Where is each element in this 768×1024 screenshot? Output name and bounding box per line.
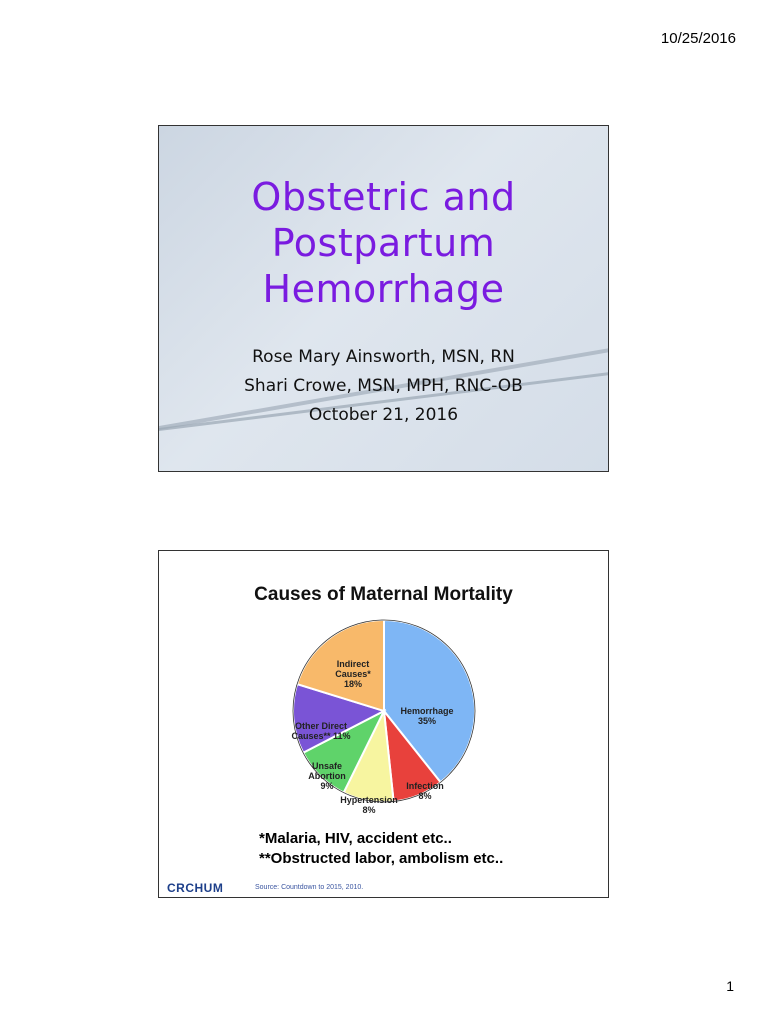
presentation-date: October 21, 2016 [308, 405, 459, 425]
page-date: 10/25/2016 [660, 30, 736, 47]
slide-title-line: Hemorrhage [262, 267, 505, 311]
slide-title-line: Postpartum [271, 221, 496, 265]
footnote-line: **Obstructed labor, ambolism etc.. [259, 850, 504, 867]
author-line: Rose Mary Ainsworth, MSN, RN [252, 347, 515, 367]
chart-footnotes [259, 829, 503, 869]
crchum-logo: CRCHUM [167, 881, 224, 895]
page-number: 1 [726, 978, 734, 994]
pie-label: Infection 8% [406, 781, 444, 801]
pie-label: Hypertension 8% [340, 795, 398, 815]
chart-slide [158, 550, 609, 898]
pie-label: Hemorrhage 35% [400, 706, 454, 726]
author-line: Shari Crowe, MSN, MPH, RNC-OB [244, 376, 523, 396]
chart-title: Causes of Maternal Mortality [254, 584, 513, 605]
pie-label: Other Direct Causes** 11% [291, 721, 351, 741]
footnote-line: *Malaria, HIV, accident etc.. [259, 830, 452, 847]
chart-source: Source: Countdown to 2015, 2010. [255, 884, 364, 891]
slide-title [159, 174, 608, 312]
slide-authors [159, 343, 608, 430]
pie-label: Unsafe Abortion 9% [308, 761, 346, 791]
pie-label: Indirect Causes* 18% [335, 659, 371, 689]
title-slide [158, 125, 609, 472]
slide-title-line: Obstetric and [251, 175, 516, 219]
